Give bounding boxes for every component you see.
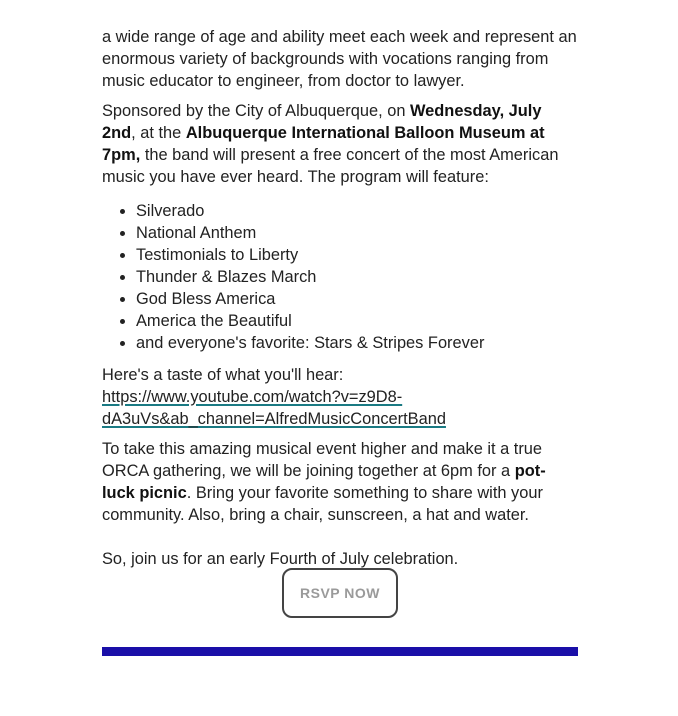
taste-paragraph: [102, 364, 578, 430]
sponsor-tail: the band will present a free concert of the most American music you have ever heard. The program will feature:: [102, 146, 559, 186]
program-item: • National Anthem: [136, 222, 578, 244]
sponsor-mid: , at the: [131, 124, 186, 142]
event-venue: Albuquerque International Balloon Museum at 7pm,: [102, 124, 545, 164]
rsvp-button[interactable]: RSVP NOW: [282, 568, 398, 618]
event-date: Wednesday, July 2nd: [102, 102, 542, 142]
closing-paragraph: So, join us for an early Fourth of July celebration.: [102, 550, 459, 568]
rsvp-container: [282, 568, 398, 618]
taste-lead: Here's a taste of what you'll hear:: [102, 366, 344, 384]
footer-divider: [102, 647, 578, 656]
program-item: • God Bless America: [136, 288, 578, 310]
picnic-tail: . Bring your favorite something to share with your community. Also, bring a chair, sunscreen, a hat and water.: [102, 484, 543, 524]
program-item: • Testimonials to Liberty: [136, 244, 578, 266]
picnic-lead: To take this amazing musical event higher and make it a true ORCA gathering, we will be joining together at 6pm for a: [102, 440, 543, 480]
youtube-link[interactable]: https://www.youtube.com/watch?v=z9D8-dA3uVs&ab_channel=AlfredMusicConcertBand: [102, 388, 446, 428]
sponsor-paragraph: [102, 100, 578, 188]
picnic-paragraph: [102, 438, 578, 526]
email-body: [102, 26, 578, 578]
program-item: • Thunder & Blazes March: [136, 266, 578, 288]
picnic-highlight: pot-luck picnic: [102, 462, 546, 502]
sponsor-lead: Sponsored by the City of Albuquerque, on: [102, 102, 410, 120]
spacer: [102, 534, 578, 548]
program-item: • and everyone's favorite: Stars & Stripes Forever: [136, 332, 578, 354]
program-item: • America the Beautiful: [136, 310, 578, 332]
intro-paragraph: a wide range of age and ability meet each week and represent an enormous variety of backgrounds with vocations ranging from music educator to engineer, from doctor to lawyer.: [102, 28, 577, 90]
program-item: • Silverado: [136, 200, 578, 222]
program-list: [102, 200, 578, 354]
